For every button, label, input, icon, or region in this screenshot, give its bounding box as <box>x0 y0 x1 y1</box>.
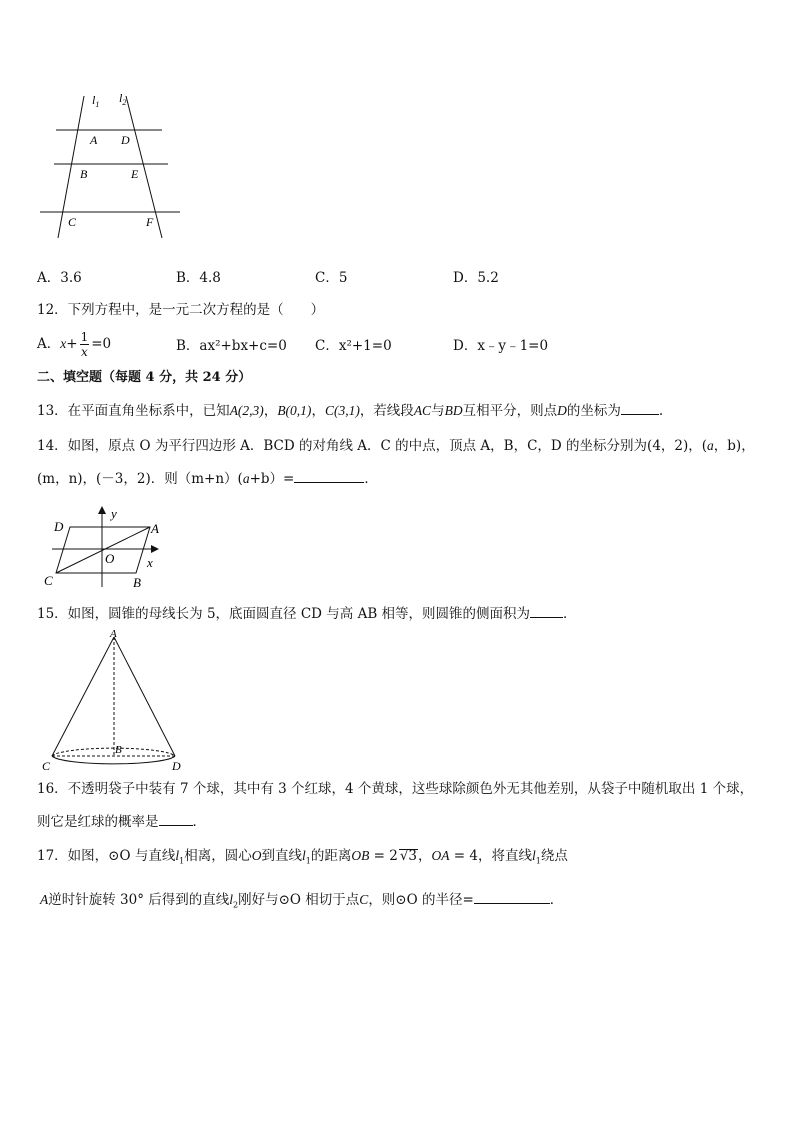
label-l2: $l_2$ <box>119 91 127 107</box>
label-B: B <box>80 167 88 181</box>
q12-option-a: A．x+ $\frac{1}{x}$ =0 <box>37 330 112 359</box>
label-A: A <box>151 521 159 536</box>
answer-blank[interactable] <box>621 402 659 415</box>
label-y: y <box>111 506 117 521</box>
option-d: D．5.2 <box>453 270 499 286</box>
answer-blank[interactable] <box>294 470 364 483</box>
question-17-line-1: 17．如图，⊙O 与直线$l_1$相离，圆心O到直线$l_1$的距离OB = 2 √3，OA = 4，将直线$l_1$绕点 <box>37 848 568 866</box>
label-B: B <box>115 744 122 756</box>
question-14-line-2: (m，n)，(－3，2)．则（m+n）(a+b）= ． <box>37 471 378 487</box>
parallel-lines-figure <box>36 88 188 244</box>
label-C: C <box>44 573 53 588</box>
answer-blank[interactable] <box>159 813 193 826</box>
question-13: 13．在平面直角坐标系中，已知A(2,3)，B(0,1)，C(3,1)，若线段AC与BD互相平分，则点D的坐标为 . <box>37 403 664 419</box>
label-x: x <box>147 555 153 570</box>
fraction-1-over-x: $\frac{1}{x}$ <box>80 330 89 359</box>
option-c: C．5 <box>315 270 348 286</box>
question-16-line-1: 16．不透明袋子中装有 7 个球，其中有 3 个红球，4 个黄球，这些球除颜色外无其他差别，从袋子中随机取出 1 个球， <box>37 781 754 797</box>
slant-left <box>52 637 114 756</box>
answer-blank[interactable] <box>474 891 550 904</box>
q12-option-c: C．x²+1=0 <box>315 338 392 354</box>
question-15: 15．如图，圆锥的母线长为 5，底面圆直径 CD 与高 AB 相等，则圆锥的侧面积为 ． <box>37 606 577 622</box>
label-O: O <box>105 551 115 566</box>
q12-option-d: D．x﹣y﹣1=0 <box>453 338 549 354</box>
answer-blank[interactable] <box>530 605 563 618</box>
option-b: B．4.8 <box>176 270 221 286</box>
question-12-stem: 12．下列方程中，是一元二次方程的是（ ） <box>37 302 325 318</box>
label-F: F <box>146 215 154 229</box>
sqrt-3: √3 <box>399 848 418 864</box>
cone-figure <box>40 625 185 773</box>
slant-right <box>114 637 175 756</box>
question-16-line-2: 则它是红球的概率是 ． <box>37 814 206 830</box>
label-C: C <box>68 215 77 229</box>
parallelogram-coordinate-figure <box>40 503 170 591</box>
section-2-title: 二、填空题（每题 4 分，共 24 分） <box>37 370 252 385</box>
question-14-line-1: 14．如图，原点 O 为平行四边形 A．BCD 的对角线 A．C 的中点，顶点 A，B，C，D 的坐标分别为(4，2)，(a，b)， <box>37 438 755 454</box>
question-17-line-2: A逆时针旋转 30° 后得到的直线$l_2$刚好与⊙O 相切于点C，则⊙O 的半径= ． <box>40 892 564 910</box>
q12-option-b: B．ax²+bx+c=0 <box>176 338 287 354</box>
option-a: A．3.6 <box>37 270 82 286</box>
base-ellipse-front <box>52 756 175 764</box>
label-l1: $l_1$ <box>92 93 100 109</box>
label-C: C <box>42 759 51 773</box>
label-D: D <box>172 759 181 773</box>
label-D: D <box>121 133 130 147</box>
label-D: D <box>54 519 64 534</box>
diagonal-ac <box>56 527 150 573</box>
label-A: A <box>110 628 117 640</box>
label-E: E <box>131 167 139 181</box>
label-A: A <box>90 133 98 147</box>
label-B: B <box>133 575 141 590</box>
